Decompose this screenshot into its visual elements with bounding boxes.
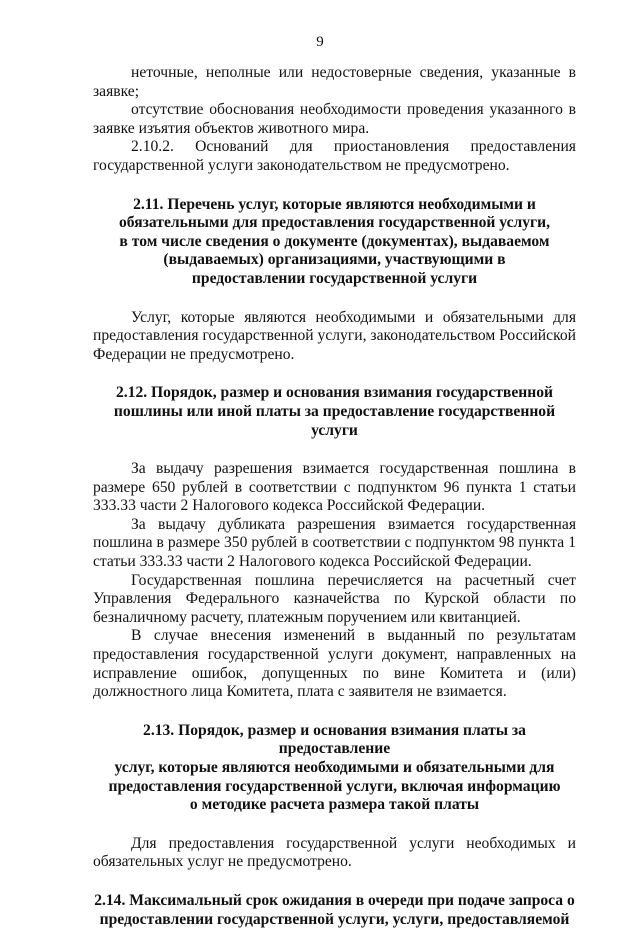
section-heading-2-11 [93, 196, 576, 289]
section-2-11-paragraph-1: Услуг, которые являются необходимыми и обязательными для предоставления государственной услуги, законодательством Российской Федерации не предусмотрено. [93, 308, 576, 363]
heading-line: о методике расчета размера такой платы [189, 796, 480, 814]
heading-line: (выдаваемых) организациями, участвующими в [163, 251, 506, 269]
heading-line: пошлины или иной платы за предоставление государственной услуги [113, 402, 556, 439]
heading-line: 2.13. Порядок, размер и основания взимания платы за предоставление [143, 721, 526, 758]
page-number: 9 [316, 34, 324, 50]
heading-line: предоставления государственной услуги, включая информацию [108, 777, 561, 795]
heading-line: предоставлении государственной услуги, услуги, предоставляемой [99, 910, 570, 928]
heading-line: 2.11. Перечень услуг, которые являются необходимыми и [133, 195, 536, 213]
heading-line: услуг, которые являются необходимыми и обязательными для [114, 759, 555, 776]
intro-paragraph-3: 2.10.2. Оснований для приостановления предоставления государственной услуги законодательством не предусмотрено. [93, 138, 576, 174]
section-2-13-paragraph-1: Для предоставления государственной услуги необходимых и обязательных услуг не предусмотрено. [93, 834, 576, 871]
document-content [93, 64, 576, 929]
intro-paragraph-1: неточные, неполные или недостоверные сведения, указанные в заявке; [93, 64, 576, 100]
section-2-12-paragraph-3: Государственная пошлина перечисляется на расчетный счет Управления Федерального казначейства по Курской области по безналичному расчету, платежным поручением или квитанцией. [93, 571, 576, 626]
heading-line: обязательными для предоставления государственной услуги, [118, 214, 551, 232]
section-2-12-paragraph-2: За выдачу дубликата разрешения взимается государственная пошлина в размере 350 рублей в соответствии с подпунктом 98 пункта 1 статьи 333.33 части 2 Налогового кодекса Российской Федерации. [93, 515, 576, 571]
heading-line: предоставлении государственной услуги [191, 269, 478, 287]
heading-line: 2.12. Порядок, размер и основания взимания государственной [115, 384, 554, 402]
section-heading-2-12 [93, 384, 576, 440]
heading-line: в том числе сведения о документе (документах), выдаваемом [119, 232, 550, 250]
heading-line: 2.14. Максимальный срок ожидания в очереди при подаче запроса о [94, 891, 575, 909]
section-2-12-paragraph-1: За выдачу разрешения взимается государственная пошлина в размере 650 рублей в соответствии с подпунктом 96 пункта 1 статьи 333.33 части 2 Налогового кодекса Российской Федерации. [93, 460, 576, 515]
section-heading-2-13 [93, 722, 576, 815]
section-2-12-paragraph-4: В случае внесения изменений в выданный по результатам предоставления государственной услуги документ, направленных на исправление ошибок, допущенных по вине Комитета и (или) должностного лица Комитета, плата с заявителя не взимается. [93, 627, 576, 701]
section-heading-2-14 [93, 892, 576, 929]
intro-paragraph-2: отсутствие обоснования необходимости проведения указанного в заявке изъятия объектов животного мира. [93, 101, 576, 137]
